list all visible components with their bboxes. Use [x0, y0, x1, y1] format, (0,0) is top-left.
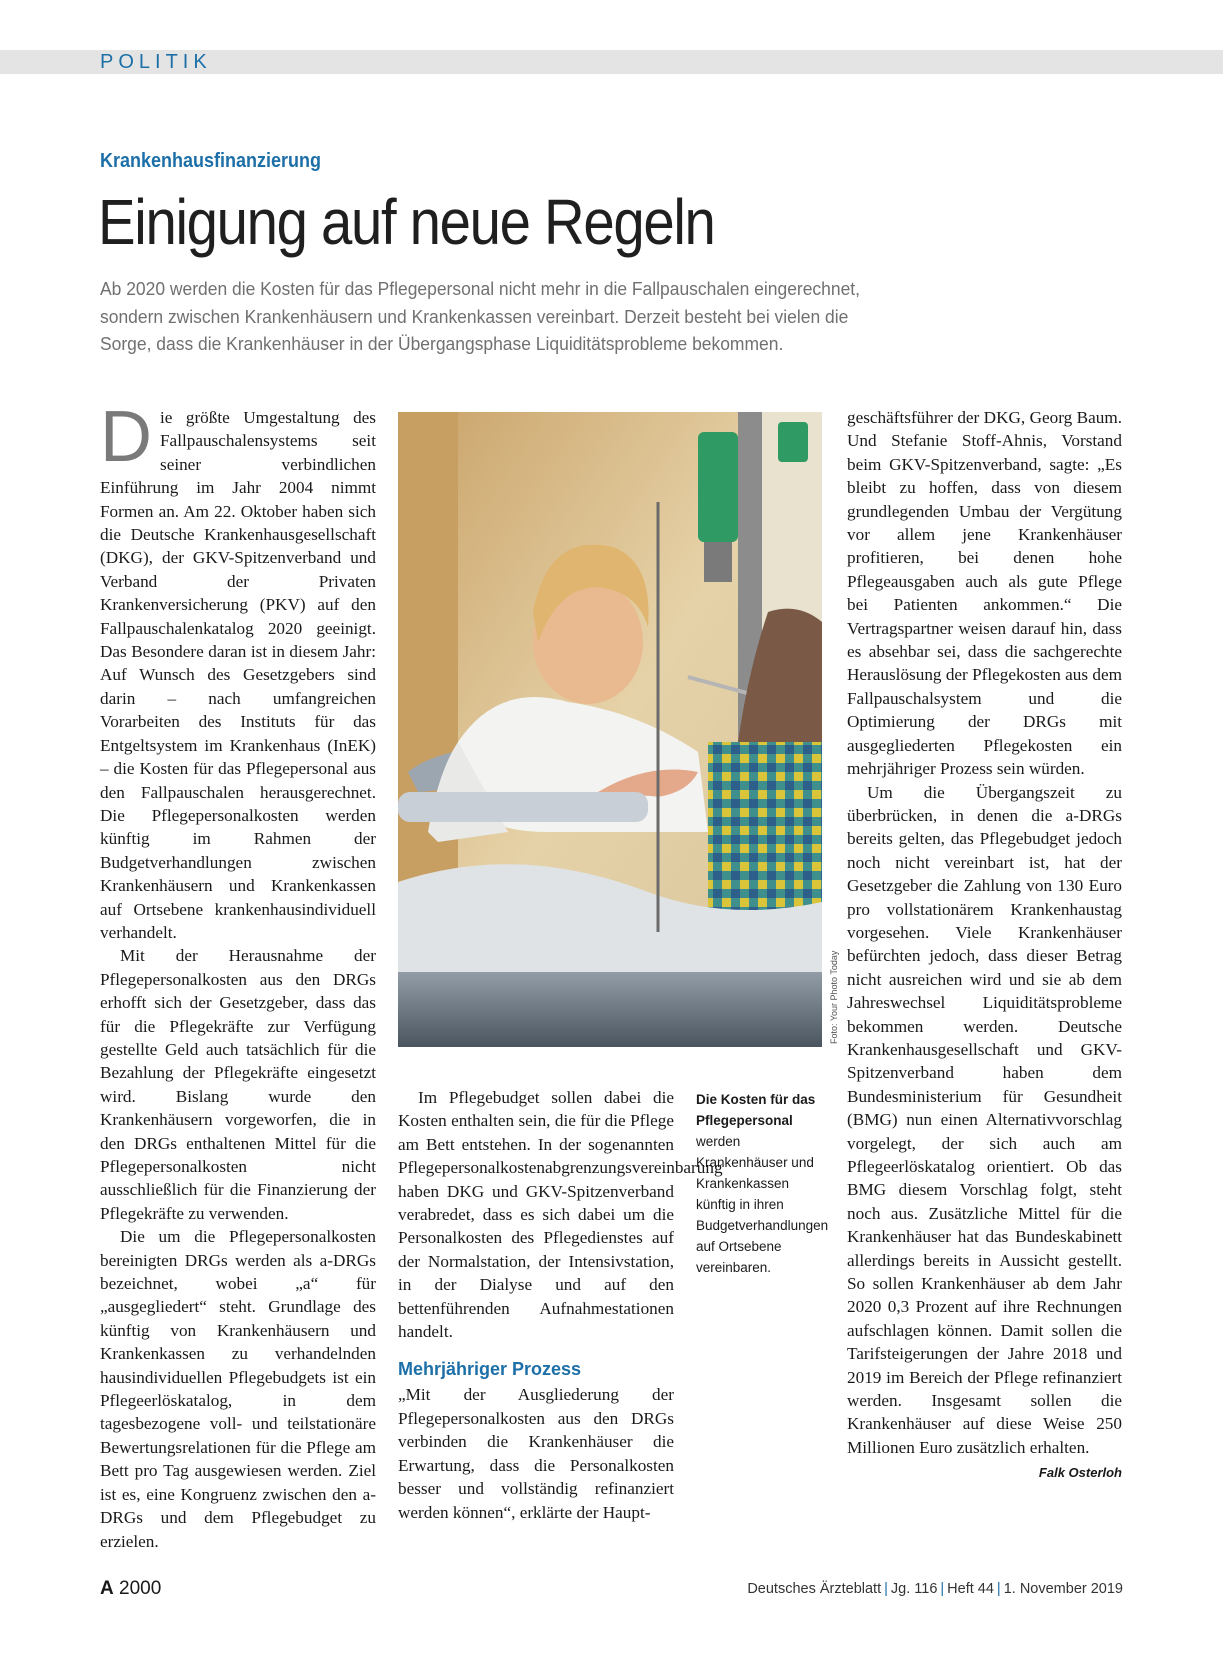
text-column-1	[100, 397, 376, 1553]
photo-credit: Foto: Your Photo Today	[829, 950, 839, 1044]
text-column-2	[398, 1086, 723, 1524]
lead-line: Ab 2020 werden die Kosten für das Pflegepersonal nicht mehr in die Fallpauschalen eingerechnet,	[100, 279, 861, 299]
paragraph: Die um die Pflegepersonalkosten bereinigten DRGs werden als a-DRGs bezeichnet, wobei „a“ für „ausgegliedert“ steht. Grundlage des künftig von Krankenhäusern und Krankenkassen zu verhandelnden hausindividuellen Pflegebudgets ist ein Pflegeerlöskatalog, in dem tagesbezogene voll- und teilstationäre Bewertungsrelationen für die Pflege am Bett pro Tag ausgewiesen werden. Ziel ist es, eine Kongruenz zwischen den a-DRGs und dem Pflegebudget zu erzielen.	[100, 1227, 376, 1551]
article-title: Einigung auf neue Regeln	[98, 186, 715, 258]
caption-text: werden Krankenhäuser und Krankenkassen künftig in ihren Budgetverhandlungen auf Ortsebene vereinbaren.	[696, 1134, 829, 1275]
journal-issue: Heft 44	[947, 1581, 994, 1597]
page-prefix: A	[100, 1578, 114, 1599]
text-column-3	[847, 406, 1122, 1485]
footer-citation: Deutsches Ärzteblatt | Jg. 116 | Heft 44 | 1. November 2019	[747, 1581, 1123, 1597]
lead-line: Sorge, dass die Krankenhäuser in der Übergangsphase Liquiditätsprobleme bekommen.	[100, 334, 784, 354]
paragraph: Im Pflegebudget sollen dabei die Kosten enthalten sein, die für die Pflege am Bett entstehen. In der sogenannten Pflegepersonalkostenabgrenzungsvereinbarung haben DKG und GKV-Spitzenverband verabredet, dass es sich dabei um die Personalkosten des Pflegedienstes auf der Normalstation, der Intensivstation, in der Dialyse und auf den bettenführenden Aufnahmestationen handelt.	[398, 1088, 723, 1342]
drop-cap: D	[100, 397, 152, 477]
article-photo	[398, 412, 822, 1047]
page-number-value: 2000	[119, 1578, 162, 1599]
paragraph: geschäftsführer der DKG, Georg Baum. Und Stefanie Stoff-Ahnis, Vorstand beim GKV-Spitzenverband, sagte: „Es bleibt zu hoffen, dass von diesem grundlegenden Umbau der Vergütung vor allem jene Krankenhäuser profitieren, bei denen hohe Pflegeausgaben auch als gute Pflege bei Patienten ankommen.“ Die Vertragspartner weisen darauf hin, dass es absehbar sei, dass die sachgerechte Herauslösung der Pflegekosten aus dem Fallpauschalsystem und die Optimierung der DRGs mit ausgegliederten Pflegekosten ein mehrjähriger Prozess sein würden.	[847, 408, 1122, 779]
section-label: POLITIK	[100, 51, 212, 73]
photo-caption	[696, 1089, 829, 1278]
paragraph: Um die Übergangszeit zu überbrücken, in denen die a-DRGs bereits gelten, das Pflegebudget jedoch noch nicht vereinbart ist, hat der Gesetzgeber die Zahlung von 130 Euro pro vollstationärem Krankenhaustag vorgesehen. Viele Krankenhäuser befürchten jedoch, dass dieser Betrag nicht ausreichen wird und sie ab dem Jahreswechsel Liquiditätsprobleme bekommen werden. Deutsche Krankenhausgesellschaft und GKV-Spitzenverband haben dem Bundesministerium für Gesundheit (BMG) nun einen Alternativvorschlag vorgelegt, der sich auch am Pflegeerlöskatalog orientiert. Ob das BMG diesem Vorschlag folgt, steht noch aus. Zusätzliche Mittel für die Krankenhäuser hat das Bundeskabinett allerdings bereits in Aussicht gestellt. So sollen Krankenhäuser ab dem Jahr 2020 0,3 Prozent auf ihre Rechnungen aufschlagen können. Damit sollen die Tarifsteigerungen der Jahre 2018 und 2019 im Bereich der Pflege refinanziert werden. Insgesamt sollen die Krankenhäuser auf diese Weise 250 Millionen Euro zusätzlich erhalten. Falk Osterloh	[847, 781, 1122, 1460]
article-lead	[100, 276, 973, 359]
page-number	[100, 1578, 161, 1600]
journal-volume: Jg. 116	[890, 1581, 938, 1597]
lead-line: sondern zwischen Krankenhäusern und Krankenkassen vereinbart. Derzeit besteht bei vielen die	[100, 306, 849, 327]
article-kicker: Krankenhausfinanzierung	[100, 150, 322, 172]
paragraph: „Mit der Ausgliederung der Pflegepersonalkosten aus den DRGs verbinden die Krankenhäuser die Erwartung, dass die Personalkosten besser und vollständig refinanziert werden können“, erklärte der Haupt-	[398, 1385, 674, 1522]
paragraph: Die größte Umgestaltung des Fallpauschalensystems seit seiner verbindlichen Einführung im Jahr 2004 nimmt Formen an. Am 22. Oktober haben sich die Deutsche Krankenhausgesellschaft (DKG), der GKV-Spitzenverband und Verband der Privaten Krankenversicherung (PKV) auf den Fallpauschalenkatalog 2020 geeinigt. Das Besondere daran ist in diesem Jahr: Auf Wunsch des Gesetzgebers sind darin – nach umfangreichen Vorarbeiten des Instituts für das Entgeltsystem im Krankenhaus (InEK) – die Kosten für das Pflegepersonal aus den Fallpauschalen herausgerechnet. Die Pflegepersonalkosten werden künftig im Rahmen der Budgetverhandlungen zwischen Krankenhäusern und Krankenkassen auf Ortsebene krankenhausindividuell verhandelt.	[100, 397, 376, 942]
journal-date: 1. November 2019	[1003, 1581, 1123, 1597]
paragraph: Mit der Herausnahme der Pflegepersonalkosten aus den DRGs erhofft sich der Gesetzgeber, dass das für die Pflegekräfte zur Verfügung gestellte Geld auch tatsächlich für die Bezahlung der Pflegekräfte eingesetzt wird. Bislang wurde den Krankenhäusern vorgeworfen, die in den DRGs enthaltenen Mittel für die Pflegepersonalkosten nicht ausschließlich für die Finanzierung der Pflegekräfte zu verwenden.	[100, 946, 376, 1223]
caption-bold: Die Kosten für das Pflegepersonal	[696, 1092, 816, 1128]
subheading: Mehrjähriger Prozess	[398, 1359, 582, 1380]
journal-name: Deutsches Ärzteblatt	[747, 1581, 882, 1597]
author-name: Falk Osterloh	[1038, 1465, 1122, 1481]
